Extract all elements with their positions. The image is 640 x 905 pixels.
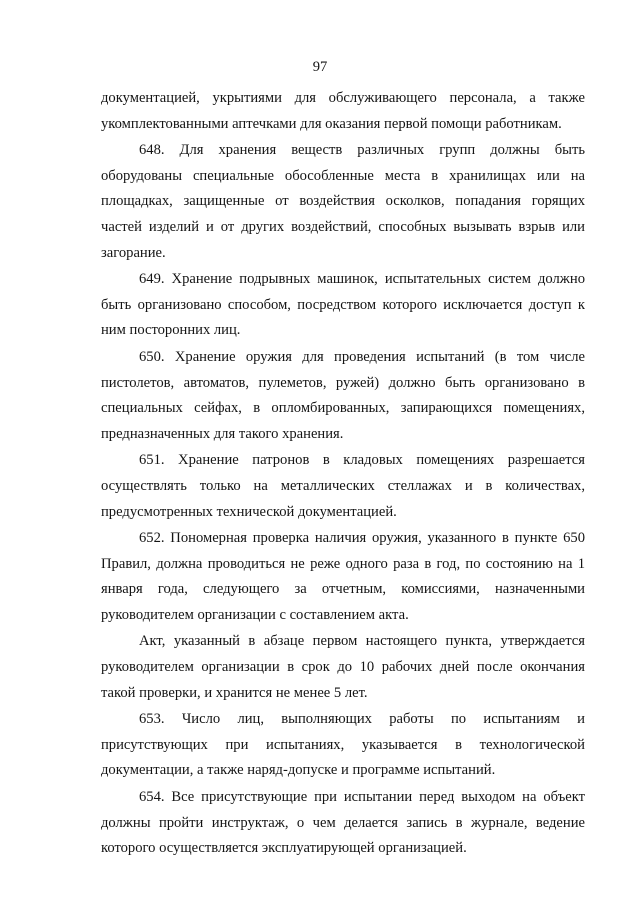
paragraph-653: 653. Число лиц, выполняющих работы по испытаниям и присутствующих при испытаниях, указывается в технологической документации, а также наряд-допуске и программе испытаний. — [101, 711, 585, 779]
paragraph-651: 651. Хранение патронов в кладовых помещениях разрешается осуществлять только на металлических стеллажах и в количествах, предусмотренных технической документацией. — [101, 452, 585, 520]
page-number: 97 — [312, 59, 328, 75]
paragraph-652-act: Акт, указанный в абзаце первом настоящего пункта, утверждается руководителем организации в срок до 10 рабочих дней после окончания такой проверки, и хранится не менее 5 лет. — [101, 633, 585, 701]
paragraph-652: 652. Пономерная проверка наличия оружия, указанного в пункте 650 Правил, должна проводиться не реже одного раза в год, по состоянию на 1 января года, следующего за отчетным, комиссиями, назначенными руководителем организации с составлением акта. — [101, 530, 585, 623]
document-body — [101, 86, 585, 862]
paragraph-654: 654. Все присутствующие при испытании перед выходом на объект должны пройти инструктаж, о чем делается запись в журнале, ведение которого осуществляется эксплуатирующей организацией. — [101, 789, 585, 857]
paragraph-continuation: документацией, укрытиями для обслуживающего персонала, а также укомплектованными аптечками для оказания первой помощи работникам. — [101, 90, 585, 132]
paragraph-648: 648. Для хранения веществ различных групп должны быть оборудованы специальные обособленные места в хранилищах или на площадках, защищенные от воздействия осколков, попадания горящих частей изделий и от других воздействий, способных вызывать взрыв или загорание. — [101, 142, 585, 261]
paragraph-649: 649. Хранение подрывных машинок, испытательных систем должно быть организовано способом, посредством которого исключается доступ к ним посторонних лиц. — [101, 271, 585, 339]
paragraph-650: 650. Хранение оружия для проведения испытаний (в том числе пистолетов, автоматов, пулеметов, ружей) должно быть организовано в специальных сейфах, в опломбированных, запирающихся помещениях, предназначенных для такого хранения. — [101, 348, 585, 442]
